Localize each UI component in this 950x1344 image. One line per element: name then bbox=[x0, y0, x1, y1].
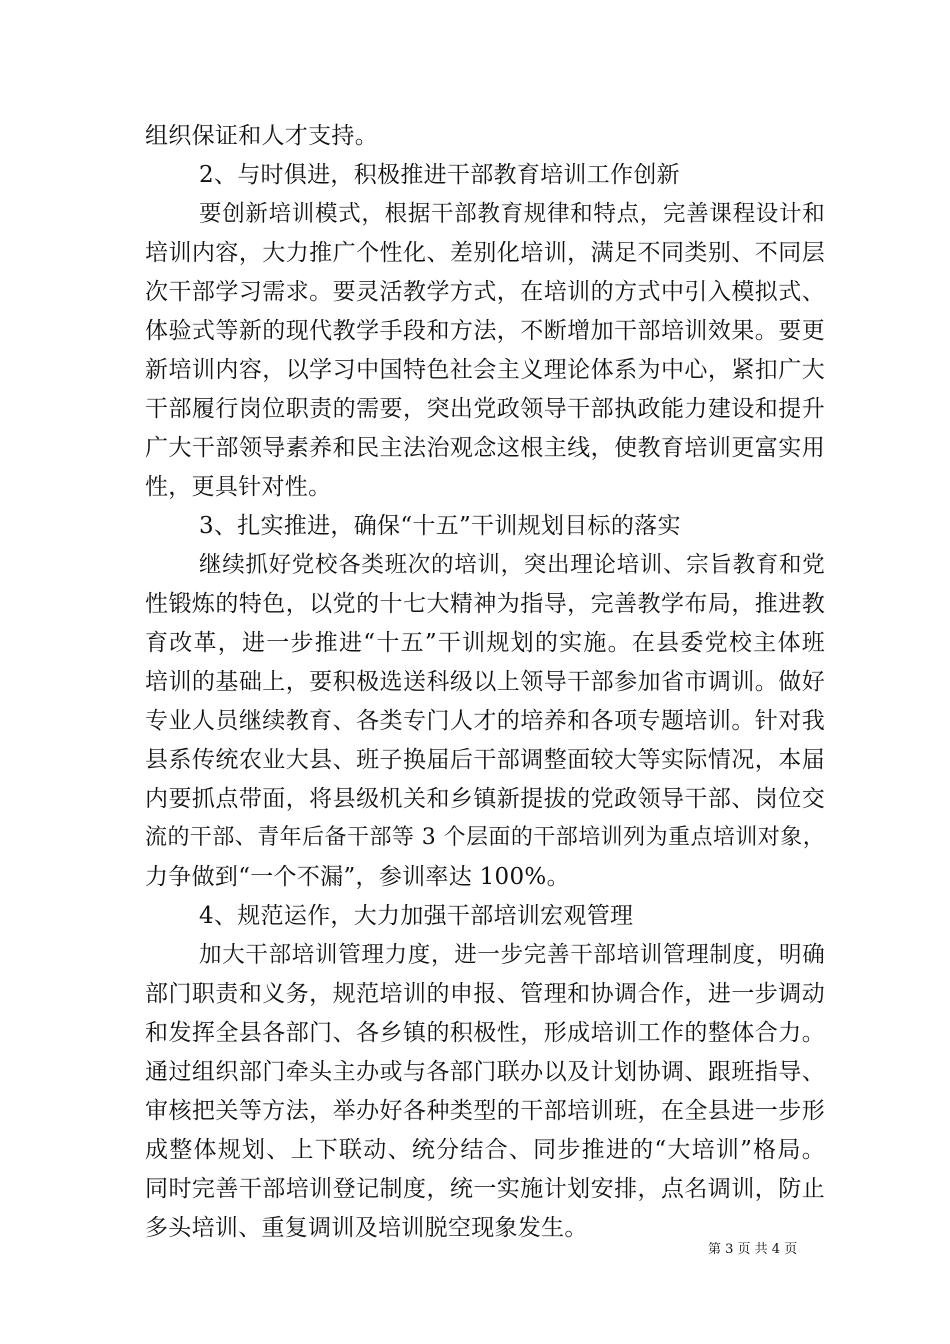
text-line: 通过组织部门牵头主办或与各部门联办以及计划协调、跟班指导、 bbox=[145, 1059, 825, 1085]
text-line: 加大干部培训管理力度，进一步完善干部培训管理制度，明确 bbox=[199, 942, 825, 968]
text-line: 广大干部领导素养和民主法治观念这根主线，使教育培训更富实用 bbox=[145, 435, 825, 461]
text-line: 专业人员继续教育、各类专门人才的培养和各项专题培训。针对我 bbox=[145, 708, 825, 734]
text-line: 内要抓点带面，将县级机关和乡镇新提拔的党政领导干部、岗位交 bbox=[145, 786, 825, 812]
text-line: 培训的基础上，要积极选送科级以上领导干部参加省市调训。做好 bbox=[145, 669, 825, 695]
text-line: 培训内容，大力推广个性化、差别化培训，满足不同类别、不同层 bbox=[145, 240, 825, 266]
text-line: 继续抓好党校各类班次的培训，突出理论培训、宗旨教育和党 bbox=[199, 552, 825, 578]
section-heading: 4、规范运作，大力加强干部培训宏观管理 bbox=[199, 903, 634, 929]
section-heading: 3、扎实推进，确保“十五”干训规划目标的落实 bbox=[199, 513, 681, 539]
text-line: 性锻炼的特色，以党的十七大精神为指导，完善教学布局，推进教 bbox=[145, 591, 825, 617]
text-line: 体验式等新的现代教学手段和方法，不断增加干部培训效果。要更 bbox=[145, 318, 825, 344]
text-line: 县系传统农业大县、班子换届后干部调整面较大等实际情况，本届 bbox=[145, 747, 825, 773]
text-line: 新培训内容，以学习中国特色社会主义理论体系为中心，紧扣广大 bbox=[145, 357, 825, 383]
text-line: 和发挥全县各部门、各乡镇的积极性，形成培训工作的整体合力。 bbox=[145, 1020, 825, 1046]
text-line: 干部履行岗位职责的需要，突出党政领导干部执政能力建设和提升 bbox=[145, 396, 825, 422]
text-line: 部门职责和义务，规范培训的申报、管理和协调合作，进一步调动 bbox=[145, 981, 825, 1007]
text-line: 次干部学习需求。要灵活教学方式，在培训的方式中引入模拟式、 bbox=[145, 279, 825, 305]
text-line: 性，更具针对性。 bbox=[145, 474, 332, 500]
page-number: 第 3 页 共 4 页 bbox=[708, 1242, 798, 1257]
text-line: 要创新培训模式，根据干部教育规律和特点，完善课程设计和 bbox=[199, 201, 825, 227]
text-line: 审核把关等方法，举办好各种类型的干部培训班，在全县进一步形 bbox=[145, 1098, 825, 1124]
text-line: 多头培训、重复调训及培训脱空现象发生。 bbox=[145, 1215, 588, 1241]
text-line: 组织保证和人才支持。 bbox=[145, 123, 378, 149]
text-line: 成整体规划、上下联动、统分结合、同步推进的“大培训”格局。 bbox=[145, 1137, 825, 1163]
text-line: 流的干部、青年后备干部等 3 个层面的干部培训列为重点培训对象， bbox=[145, 825, 825, 850]
text-line: 同时完善干部培训登记制度，统一实施计划安排，点名调训，防止 bbox=[145, 1176, 825, 1202]
text-line: 育改革，进一步推进“十五”干训规划的实施。在县委党校主体班 bbox=[145, 630, 825, 656]
section-heading: 2、与时俱进，积极推进干部教育培训工作创新 bbox=[199, 162, 680, 188]
text-line: 力争做到“一个不漏”，参训率达 100%。 bbox=[145, 864, 570, 890]
